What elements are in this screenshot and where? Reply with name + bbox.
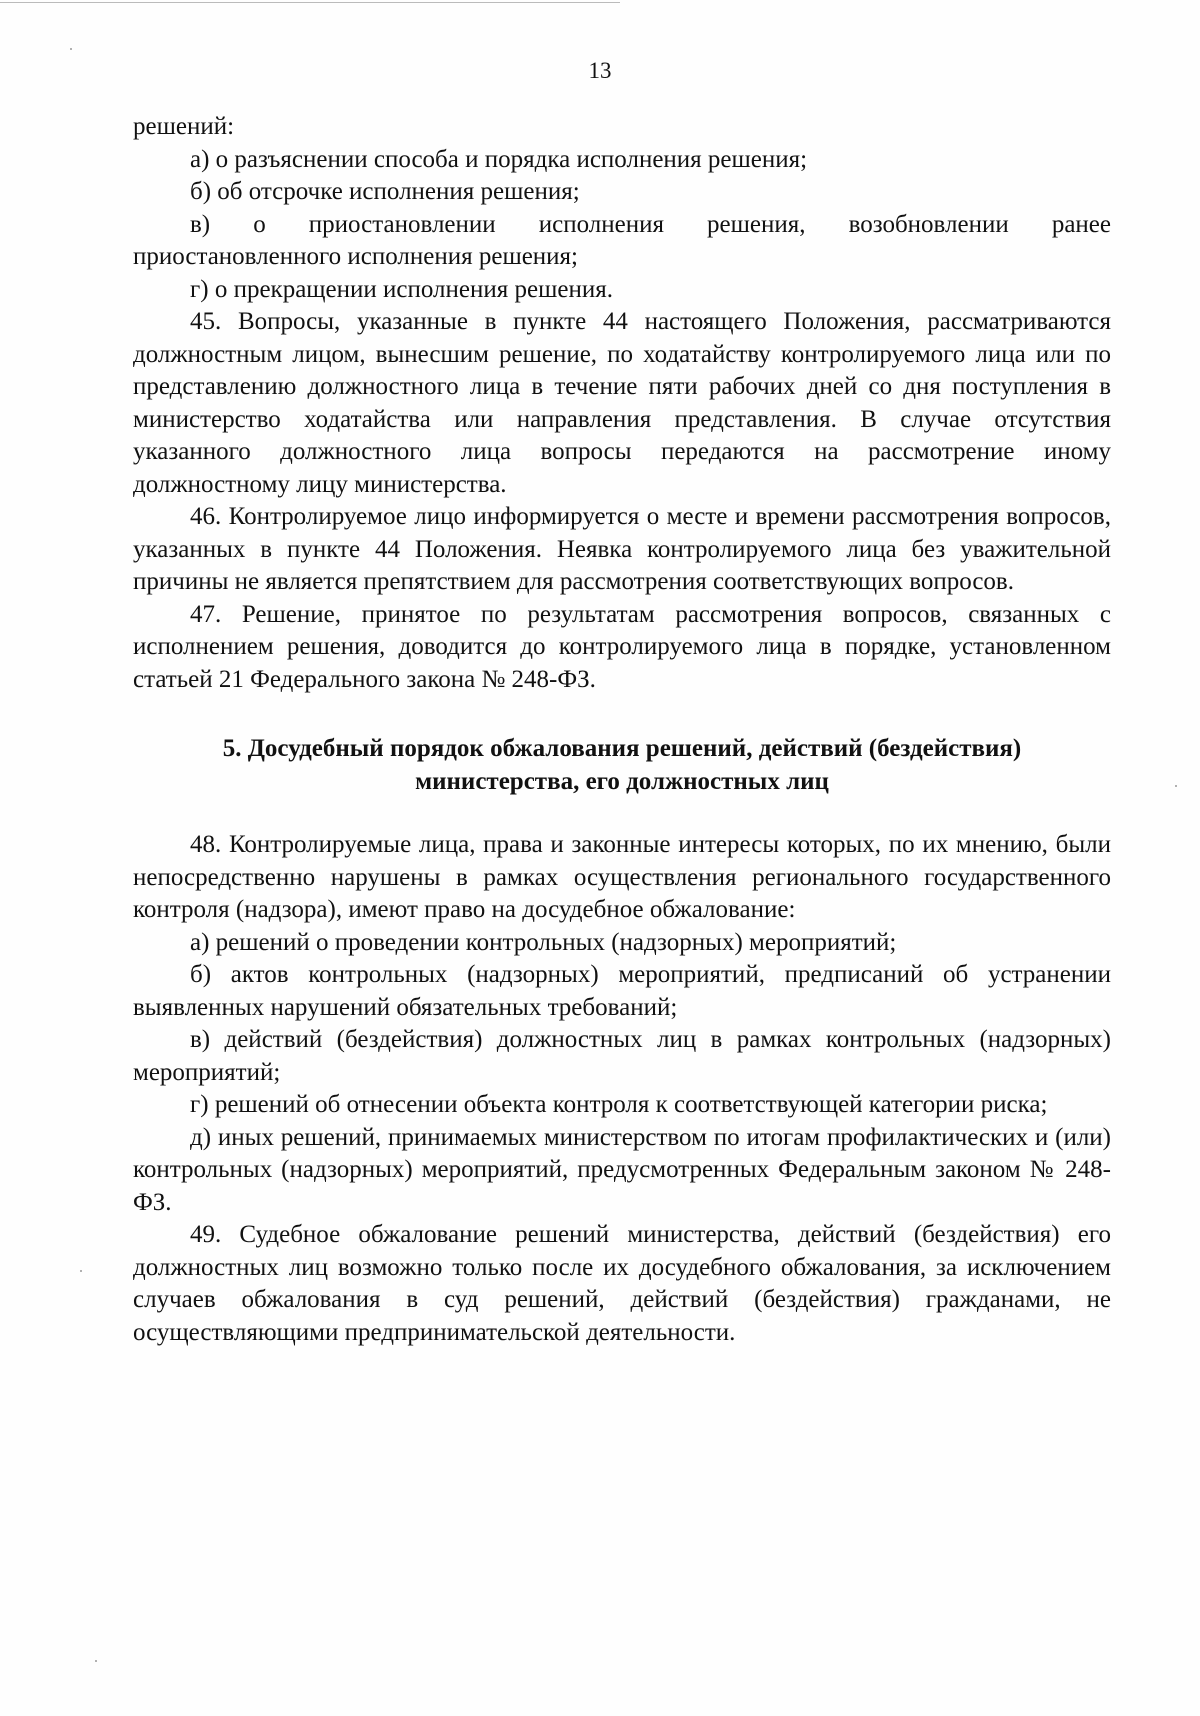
list-item-g: г) решений об отнесении объекта контроля к соответствующей категории риска; [190, 1091, 1048, 1118]
paragraph: решений: [133, 113, 235, 140]
paragraph-48: 48. Контролируемые лица, права и законные интересы которых, по их мнению, были непосредственно нарушены в рамках осуществления регионального государственного контроля (надзора), имеют право на досудебное обжалование: [133, 831, 1111, 923]
list-item-g: г) о прекращении исполнения решения. [190, 275, 613, 303]
list-item-a: а) решений о проведении контрольных (надзорных) мероприятий; [190, 928, 897, 956]
scan-edge-line [0, 2, 620, 3]
document-body [133, 111, 1111, 1349]
scan-speck [80, 1270, 82, 1272]
scan-speck [70, 48, 72, 50]
list-item-b: б) актов контрольных (надзорных) мероприятий, предписаний об устранении выявленных нарушений обязательных требований; [133, 961, 1111, 1021]
paragraph-47: 47. Решение, принятое по результатам рассмотрения вопросов, связанных с исполнением решения, доводится до контролируемого лица в порядке, установленном статьей 21 Федерального закона № 248-ФЗ. [133, 600, 1111, 693]
scan-speck [95, 1660, 97, 1662]
paragraph-46: 46. Контролируемое лицо информируется о месте и времени рассмотрения вопросов, указанных в пункте 44 Положения. Неявка контролируемого лица без уважительной причины не является препятствием для рассмотрения соответствующих вопросов. [133, 503, 1111, 595]
list-item-a: а) о разъяснении способа и порядка исполнения решения; [190, 145, 808, 173]
section-heading-line1: 5. Досудебный порядок обжалования решений, действий (бездействия) [222, 735, 1022, 762]
list-item-d: д) иных решений, принимаемых министерством по итогам профилактических и (или) контрольных (надзорных) мероприятий, предусмотренных Федеральным законом № 248-ФЗ. [133, 1123, 1111, 1216]
spacer [133, 798, 1111, 829]
paragraph-49: 49. Судебное обжалование решений министерства, действий (бездействия) его должностных лиц возможно только после их досудебного обжалования, за исключением случаев обжалования в суд решений, действий (бездействия) гражданами, не осуществляющими предпринимательской деятельности. [133, 1221, 1111, 1346]
list-item-v-line2: приостановленного исполнения решения; [133, 243, 578, 270]
section-heading-line2: министерства, его должностных лиц [415, 768, 829, 795]
scan-speck [1175, 785, 1177, 787]
paragraph-45: 45. Вопросы, указанные в пункте 44 настоящего Положения, рассматриваются должностным лицом, вынесшим решение, по ходатайству контролируемого лица или по представлению должностного лица в течение пяти рабочих дней со дня поступления в министерство ходатайства или направления представления. В случае отсутствия указанного должностного лица вопросы передаются на рассмотрение иному должностному лицу министерства. [133, 308, 1111, 498]
page-number: 13 [588, 58, 612, 83]
list-item-b: б) об отсрочке исполнения решения; [190, 178, 580, 205]
list-item-v-line1: в) о приостановлении исполнения решения, возобновлении ранее [190, 210, 1111, 238]
spacer [133, 696, 1111, 732]
list-item-v: в) действий (бездействия) должностных лиц в рамках контрольных (надзорных) мероприятий; [133, 1026, 1111, 1086]
